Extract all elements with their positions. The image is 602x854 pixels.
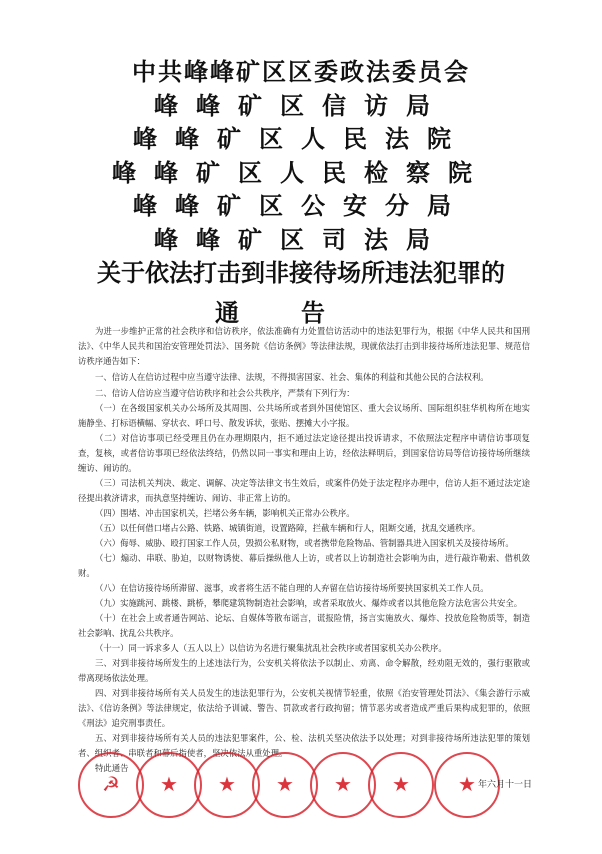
- notice-subtitle: 通告: [215, 298, 387, 327]
- issuer-justice-bureau: 峰峰矿区司法局: [154, 225, 448, 254]
- star-seal-icon: ★: [252, 752, 318, 818]
- star-seal-icon: ★: [310, 752, 376, 818]
- star-seal-icon: ★: [136, 752, 202, 818]
- issuer-procuratorate: 峰峰矿区人民检察院: [112, 158, 490, 187]
- issue-date: 年六月十一日: [478, 780, 533, 790]
- list-item: （一）在各级国家机关办公场所及其周围、公共场所或者到外国使馆区、重大会议场所、国际组织驻华机构所在地实施静坐、打标语横幅、穿状衣、呼口号、散发诉状，张贴、摆摊大小字报。: [78, 403, 530, 428]
- issuer-petition-bureau: 峰峰矿区信访局: [154, 91, 448, 120]
- star-seal-icon: ★: [368, 752, 434, 818]
- issuer-party-committee: 中共峰峰矿区区委政法委员会: [132, 58, 470, 86]
- paragraph-1: 一、信访人在信访过程中应当遵守法律、法规，不得损害国家、社会、集体的利益和其他公民的合法权利。: [95, 372, 489, 382]
- list-item: （十）在社会上或者通告网站、论坛、自媒体等散布谣言，谎报险情，扬言实施放火、爆炸、投放危险物质等，制造社会影响、扰乱公共秩序。: [78, 613, 530, 638]
- notice-title: 关于依法打击到非接待场所违法犯罪的: [97, 259, 505, 287]
- list-item: （九）实施跳河、跳楼、跳桥，攀爬建筑物制造社会影响，或者采取放火、爆炸或者以其他危险方法危害公共安全。: [95, 598, 523, 608]
- list-item: （八）在信访接待场所滞留、滋事，或者将生活不能自理的人弃留在信访接待场所要挟国家机关工作人员。: [95, 583, 489, 593]
- star-seal-icon: ★: [194, 752, 260, 818]
- paragraph-3: 三、对到非接待场所发生的上述违法行为，公安机关将依法予以制止、劝离、命令解散，经劝阻无效的，强行驱散或带离现场依法处理。: [78, 658, 530, 683]
- issuer-public-security: 峰峰矿区公安分局: [133, 192, 469, 220]
- list-item: （六）侮辱、威胁、殴打国家工作人员，毁损公私财物，或者携带危险物品、管制器具进入国家机关及接待场所。: [95, 538, 514, 548]
- paragraph-5: 五、对到非接待场所有关人员的违法犯罪案件，公、检、法机关坚决依法予以处理；对到非接待场所违法犯罪的策划者、组织者、串联者和幕后指使者，坚决依法从重处理。: [78, 733, 530, 758]
- official-seals: [78, 752, 533, 832]
- list-item: （四）围堵、冲击国家机关，拦堵公务车辆，影响机关正常办公秩序。: [95, 508, 355, 518]
- issuer-court: 峰峰矿区人民法院: [133, 125, 469, 153]
- list-item: （十一）同一诉求多人（五人以上）以信访为名进行聚集扰乱社会秩序或者国家机关办公秩序。: [95, 643, 447, 653]
- list-item: （五）以任何借口堵占公路、铁路、城镇街道，设置路障，拦截车辆和行人，阻断交通，扰乱交通秩序。: [95, 523, 481, 533]
- notice-body: [78, 324, 530, 776]
- list-item: （三）司法机关判决、裁定、调解、决定等法律文书生效后，或案件仍处于法定程序办理中，信访人拒不通过法定途径提出救济请求，而执意坚持缠访、闹访、非正常上访的。: [78, 478, 530, 503]
- party-emblem-seal-icon: ☭: [78, 752, 144, 818]
- list-item: （七）煽动、串联、胁迫，以财物诱使、幕后操纵他人上访，或者以上访制造社会影响为由，进行敲诈勒索、借机敛财。: [78, 553, 530, 578]
- paragraph-4: 四、对到非接待场所有关人员发生的违法犯罪行为，公安机关视情节轻重，依照《治安管理处罚法》、《集会游行示威法》、《信访条例》等法律规定，依法给予训诫、警告、罚款或者行政拘留；情节恶劣或者造成严重后果构成犯罪的，依照《刑法》追究刑事责任。: [78, 688, 530, 728]
- notice-header: [0, 56, 602, 330]
- list-item: （二）对信访事项已经受理且仍在办理期限内，拒不通过法定途径提出投诉请求，不依照法定程序申请信访事项复查，复核，或者信访事项已经依法终结，仍然以同一事实和理由上访，经依法释明后，到国家信访局等信访接待场所继续缠访、闹访的。: [78, 433, 530, 473]
- intro-paragraph: 为进一步维护正常的社会秩序和信访秩序，依法准确有力处置信访活动中的违法犯罪行为，根据《中华人民共和国刑法》、《中华人民共和国治安管理处罚法》、国务院《信访条例》等法律法规，现就依法打击到非接待场所违法犯罪、规范信访秩序通告如下：: [78, 326, 530, 366]
- star-seal-icon: ★: [434, 752, 500, 818]
- paragraph-2: 二、信访人信访应当遵守信访秩序和社会公共秩序，严禁有下列行为：: [95, 388, 355, 398]
- closing-line: 特此通告: [95, 763, 129, 773]
